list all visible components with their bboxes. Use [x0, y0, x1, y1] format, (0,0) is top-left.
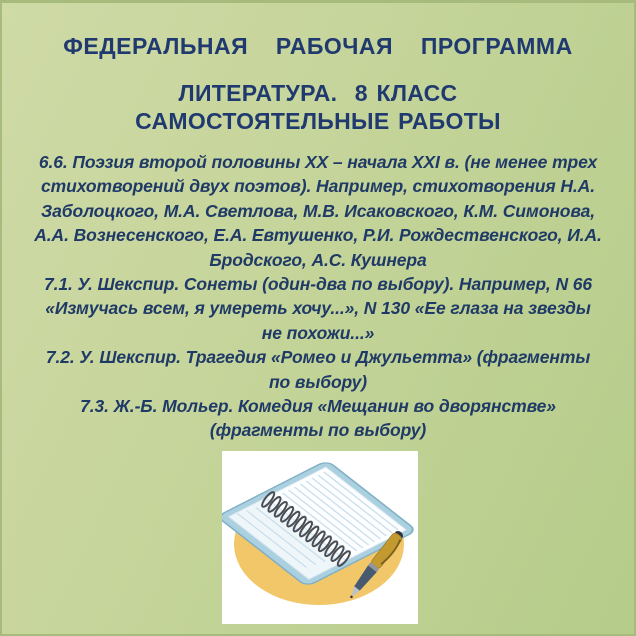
body-text-line: «Измучась всем, я умереть хочу...», N 130 «Ее глаза на звезды	[45, 298, 591, 319]
body-text-line: не похожи...»	[261, 322, 375, 343]
body-text-line: 7.2. У. Шекспир. Трагедия «Ромео и Джульетта» (фрагменты	[45, 347, 591, 368]
body-text-line: стихотворений двух поэтов). Например, стихотворения Н.А.	[41, 176, 595, 197]
slide-subtitle	[2, 79, 634, 135]
body-text-line: (фрагменты по выбору)	[209, 420, 427, 441]
body-text-line: 7.1. У. Шекспир. Сонеты (один-два по выбору). Например, N 66	[43, 274, 593, 295]
body-text-line: Заболоцкого, М.А. Светлова, М.В. Исаковского, К.М. Симонова,	[40, 200, 596, 221]
body-text	[10, 150, 626, 443]
notebook-pen-icon	[222, 451, 418, 624]
body-text-line: 7.3. Ж.-Б. Мольер. Комедия «Мещанин во дворянстве»	[80, 396, 556, 417]
notebook-illustration	[222, 451, 418, 624]
slide-title: ФЕДЕРАЛЬНАЯ РАБОЧАЯ ПРОГРАММА	[63, 33, 573, 59]
body-text-line: 6.6. Поэзия второй половины XX – начала XXI в. (не менее трех	[38, 152, 598, 172]
body-text-line: Бродского, А.С. Кушнера	[209, 249, 427, 270]
slide-subtitle-line1: ЛИТЕРАТУРА. 8 КЛАСС	[178, 80, 458, 106]
body-text-line: А.А. Вознесенского, Е.А. Евтушенко, Р.И. Рождественского, И.А.	[34, 225, 602, 246]
body-text-line: по выбору)	[268, 371, 368, 392]
slide-subtitle-line2: САМОСТОЯТЕЛЬНЫЕ РАБОТЫ	[135, 108, 501, 134]
